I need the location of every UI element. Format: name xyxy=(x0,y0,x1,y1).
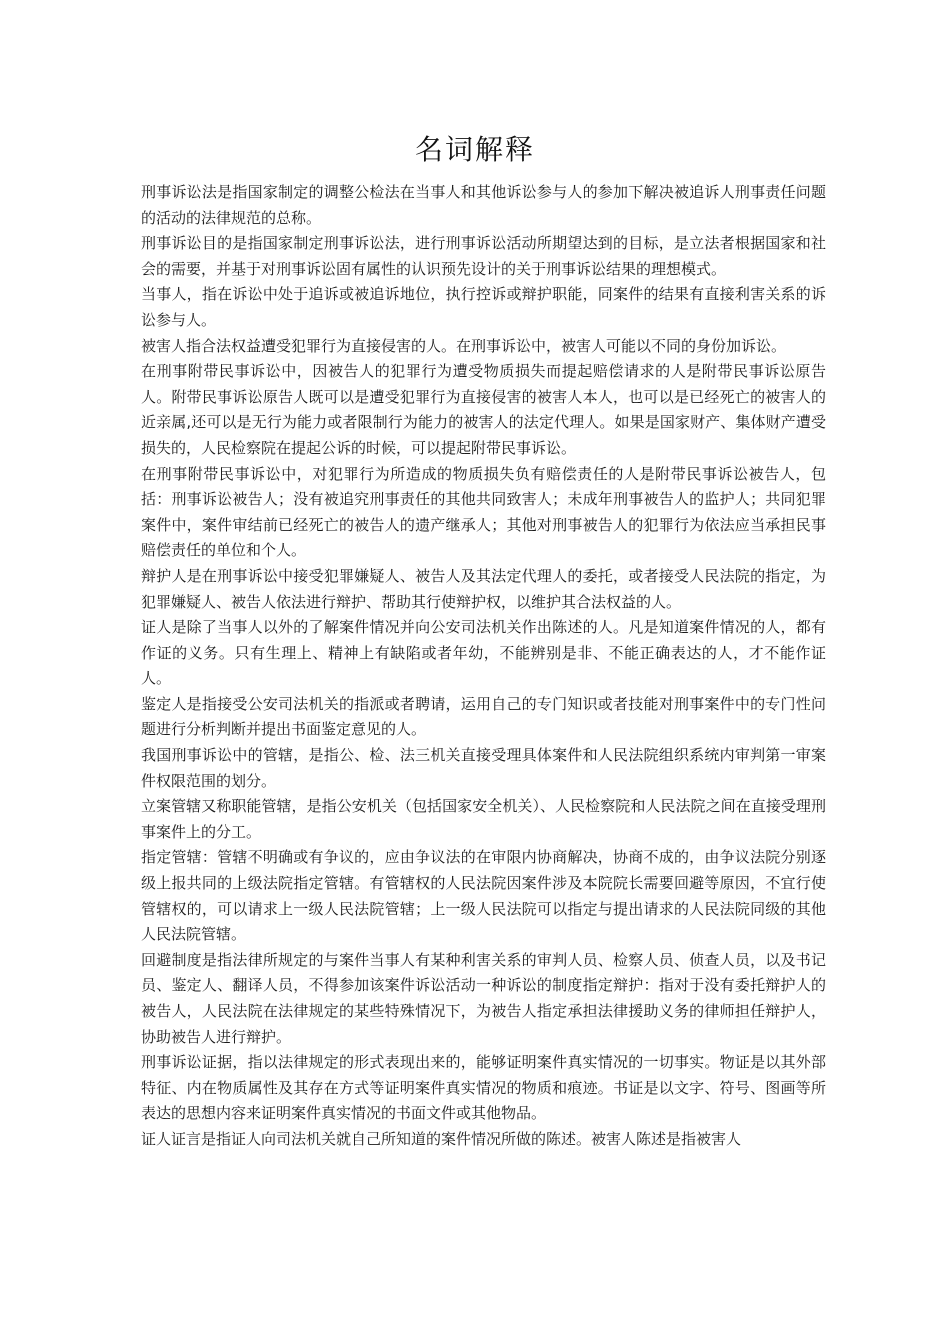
paragraph: 辩护人是在刑事诉讼中接受犯罪嫌疑人、被告人及其法定代理人的委托，或者接受人民法院的指定，为犯罪嫌疑人、被告人依法进行辩护、帮助其行使辩护权，以维护其合法权益的人。 xyxy=(141,566,826,611)
paragraph: 在刑事附带民事诉讼中，对犯罪行为所造成的物质损失负有赔偿责任的人是附带民事诉讼被告人，包括：刑事诉讼被告人；没有被追究刑事责任的其他共同致害人；未成年刑事被告人的监护人；共同犯罪案件中，案件审结前已经死亡的被告人的遗产继承人；其他对刑事被告人的犯罪行为依法应当承担民事赔偿责任的单位和个人。 xyxy=(141,464,826,560)
paragraph: 在刑事附带民事诉讼中，因被告人的犯罪行为遭受物质损失而提起赔偿请求的人是附带民事诉讼原告人。附带民事诉讼原告人既可以是遭受犯罪行为直接侵害的被害人本人，也可以是已经死亡的被害人的近亲属,还可以是无行为能力或者限制行为能力的被害人的法定代理人。如果是国家财产、集体财产遭受损失的，人民检察院在提起公诉的时候，可以提起附带民事诉讼。 xyxy=(141,362,826,457)
paragraph: 刑事诉讼目的是指国家制定刑事诉讼法，进行刑事诉讼活动所期望达到的目标，是立法者根据国家和社会的需要，并基于对刑事诉讼固有属性的认识预先设计的关于刑事诉讼结果的理想模式。 xyxy=(141,234,826,278)
paragraph: 刑事诉讼证据，指以法律规定的形式表现出来的，能够证明案件真实情况的一切事实。物证是以其外部特征、内在物质属性及其存在方式等证明案件真实情况的物质和痕迹。书证是以文字、符号、图画等所表达的思想内容来证明案件真实情况的书面文件或其他物品。 xyxy=(141,1053,826,1123)
paragraph: 鉴定人是指接受公安司法机关的指派或者聘请，运用自己的专门知识或者技能对刑事案件中的专门性问题进行分析判断并提出书面鉴定意见的人。 xyxy=(141,694,826,739)
paragraph: 证人证言是指证人向司法机关就自己所知道的案件情况所做的陈述。被害人陈述是指被害人 xyxy=(141,1129,742,1148)
paragraph: 我国刑事诉讼中的管辖，是指公、检、法三机关直接受理具体案件和人民法院组织系统内审判第一审案件权限范围的划分。 xyxy=(141,746,826,790)
paragraph: 回避制度是指法律所规定的与案件当事人有某种利害关系的审判人员、检察人员、侦查人员，以及书记员、鉴定人、翻译人员，不得参加该案件诉讼活动一种诉讼的制度指定辩护：指对于没有委托辩护人的被告人，人民法院在法律规定的某些特殊情况下，为被告人指定承担法律援助义务的律师担任辩护人，协助被告人进行辩护。 xyxy=(141,950,826,1046)
paragraph: 当事人，指在诉讼中处于追诉或被追诉地位，执行控诉或辩护职能，同案件的结果有直接利害关系的诉讼参与人。 xyxy=(141,285,826,329)
document-body xyxy=(141,180,826,1153)
paragraph: 指定管辖：管辖不明确或有争议的，应由争议法的在审限内协商解决，协商不成的，由争议法院分别逐级上报共同的上级法院指定管辖。有管辖权的人民法院因案件涉及本院院长需要回避等原因，不宜行使管辖权的，可以请求上一级人民法院管辖；上一级人民法院可以指定与提出请求的人民法院同级的其他人民法院管辖。 xyxy=(141,848,826,944)
paragraph: 刑事诉讼法是指国家制定的调整公检法在当事人和其他诉讼参与人的参加下解决被追诉人刑事责任问题的活动的法律规范的总称。 xyxy=(141,183,826,227)
paragraph: 被害人指合法权益遭受犯罪行为直接侵害的人。在刑事诉讼中，被害人可能以不同的身份加诉讼。 xyxy=(141,336,787,355)
paragraph: 证人是除了当事人以外的了解案件情况并向公安司法机关作出陈述的人。凡是知道案件情况的人，都有作证的义务。只有生理上、精神上有缺陷或者年幼，不能辨别是非、不能正确表达的人，才不能作证人。 xyxy=(141,618,826,688)
page-title: 名词解释 xyxy=(414,133,535,166)
paragraph: 立案管辖又称职能管辖，是指公安机关（包括国家安全机关）、人民检察院和人民法院之间在直接受理刑事案件上的分工。 xyxy=(141,797,826,841)
